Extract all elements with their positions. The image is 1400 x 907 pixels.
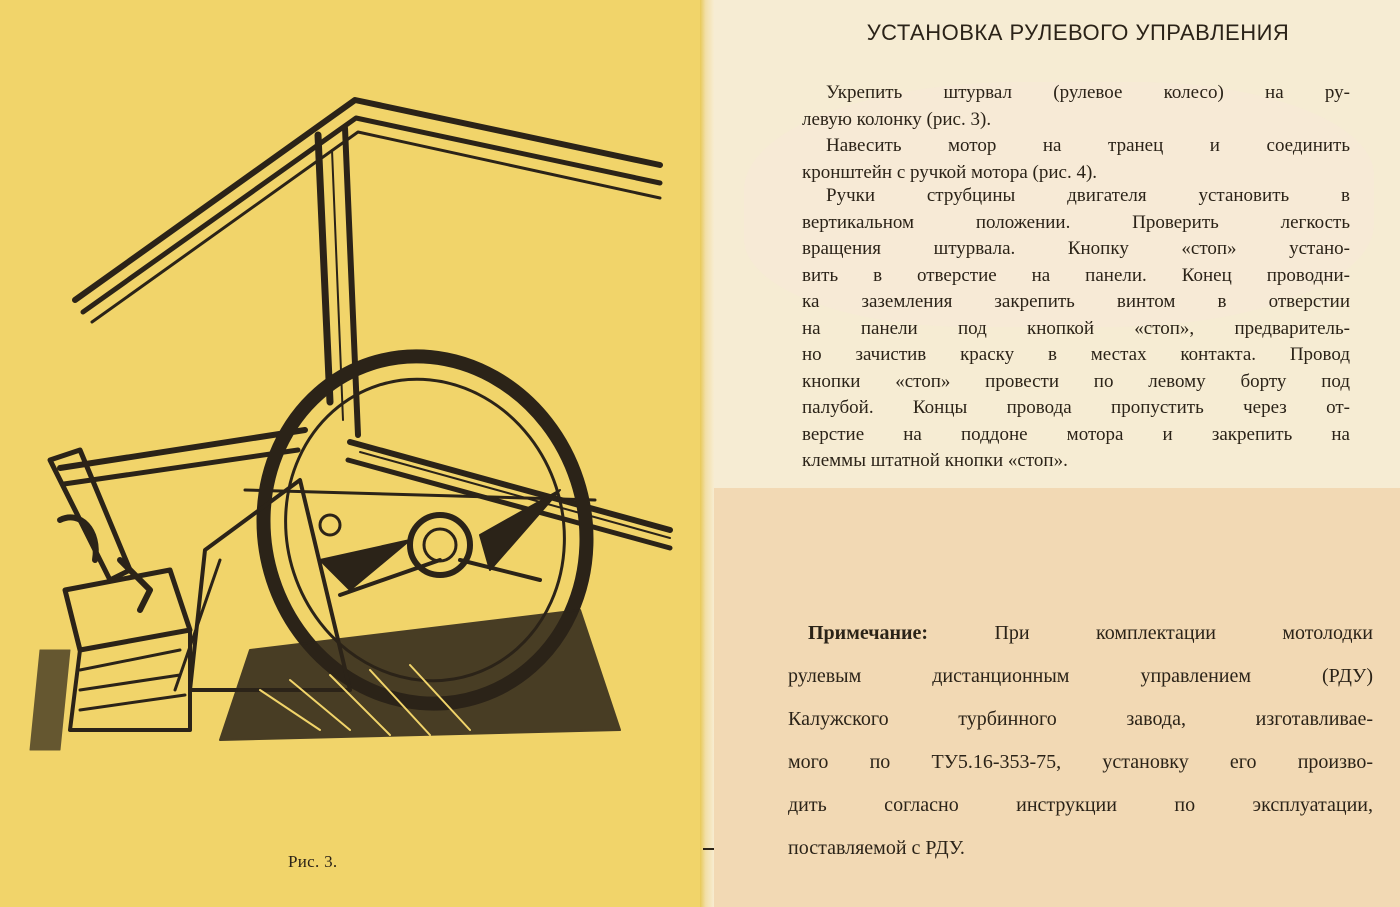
- text-line: Укрепить штурвал (рулевое колесо) на ру-: [826, 82, 1350, 103]
- note-line: Калужского турбинного завода, изготавливае-: [788, 708, 1373, 730]
- figure-caption: Рис. 3.: [288, 852, 338, 871]
- note-line: рулевым дистанционным управлением (РДУ): [788, 665, 1373, 687]
- section-heading: УСТАНОВКА РУЛЕВОГО УПРАВЛЕНИЯ: [866, 20, 1290, 45]
- paragraph-2: [802, 133, 1350, 186]
- paragraph-3: [802, 183, 1350, 475]
- text-line: клеммы штатной кнопки «стоп».: [802, 450, 1068, 471]
- page-fold: [700, 0, 714, 907]
- note-line: поставляемой с РДУ.: [788, 837, 965, 859]
- text-line: на панели под кнопкой «стоп», предваритель-: [802, 317, 1350, 339]
- text-line: Навесить мотор на транец и соединить: [826, 135, 1350, 156]
- text-line: левую колонку (рис. 3).: [802, 108, 992, 130]
- text-line: но зачистив краску в местах контакта. Провод: [802, 344, 1350, 365]
- note-block: [788, 612, 1373, 870]
- steering-wheel-illustration: [20, 90, 700, 770]
- note-label: Примечание:: [808, 622, 929, 644]
- note-first-text: При комплектации мотолодки: [994, 622, 1373, 644]
- text-line: вращения штурвала. Кнопку «стоп» устано-: [802, 238, 1350, 259]
- text-line: Ручки струбцины двигателя установить в: [826, 185, 1350, 206]
- note-line: дить согласно инструкции по эксплуатации,: [788, 794, 1373, 816]
- paragraph-1: [802, 80, 1350, 133]
- text-line: кнопки «стоп» провести по левому борту под: [802, 370, 1350, 392]
- note-line: мого по ТУ5.16-353-75, установку его произво-: [788, 751, 1373, 773]
- text-line: верстие на поддоне мотора и закрепить на: [802, 423, 1350, 445]
- text-line: вертикальном положении. Проверить легкость: [802, 211, 1350, 233]
- note-first-line: [788, 612, 1373, 655]
- text-line: кронштейн с ручкой мотора (рис. 4).: [802, 161, 1098, 183]
- text-line: вить в отверстие на панели. Конец проводни-: [802, 264, 1350, 286]
- text-line: ка заземления закрепить винтом в отверстии: [802, 291, 1350, 312]
- text-line: палубой. Концы провода пропустить через от-: [802, 397, 1350, 418]
